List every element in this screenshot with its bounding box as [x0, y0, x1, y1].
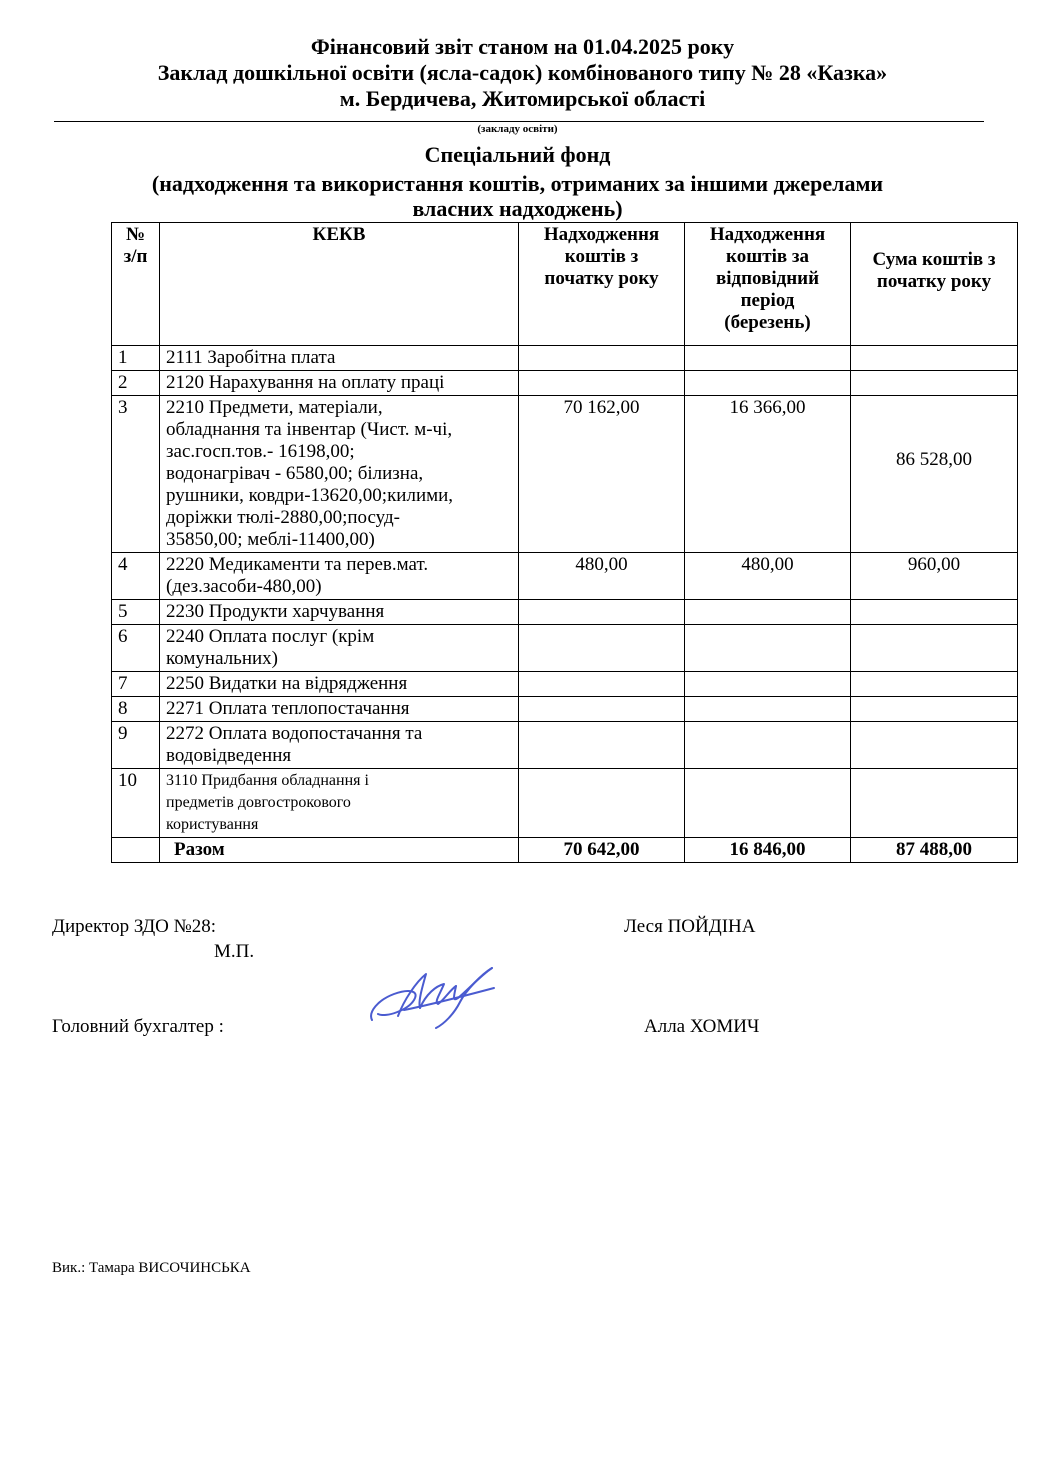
row-kekv: 2111 Заробітна плата: [160, 346, 519, 371]
row-income-period: [685, 722, 851, 769]
accountant-signature: [364, 960, 504, 1037]
row-kekv: [160, 722, 519, 769]
header-number-line-1: №: [125, 224, 146, 245]
row-sum-year: 86 528,00: [851, 396, 1018, 553]
row-income-year: [519, 625, 685, 672]
row-number: 6: [112, 625, 160, 672]
table-row: [112, 769, 1018, 838]
row-number: 7: [112, 672, 160, 697]
row-kekv: [160, 625, 519, 672]
header-underline: [54, 121, 984, 122]
row-sum-year: [851, 697, 1018, 722]
header-income-period-line-2: коштів за: [726, 246, 809, 267]
row-income-year: [519, 672, 685, 697]
row-number: 2: [112, 371, 160, 396]
total-label: Разом: [160, 838, 519, 863]
header-number: [112, 223, 160, 346]
row-number: 10: [112, 769, 160, 838]
kekv-line: водонагрівач - 6580,00; білизна,: [166, 463, 424, 484]
row-income-period: [685, 346, 851, 371]
row-sum-year: [851, 769, 1018, 838]
header-number-line-2: з/п: [123, 246, 148, 267]
row-sum-year: [851, 600, 1018, 625]
row-income-year: [519, 600, 685, 625]
table-row: [112, 553, 1018, 600]
row-income-period: [685, 769, 851, 838]
kekv-line: доріжки тюлі-2880,00;посуд-: [166, 507, 400, 528]
table-row: [112, 371, 1018, 396]
header-income-year-line-3: початку року: [544, 268, 659, 289]
director-label: Директор ЗДО №28:: [52, 916, 217, 937]
kekv-line: 3110 Придбання обладнання і: [166, 772, 369, 789]
header-sum-year-line-2: початку року: [876, 271, 992, 292]
row-number: 5: [112, 600, 160, 625]
row-income-period: 16 366,00: [685, 396, 851, 553]
fund-title: Спеціальний фонд: [424, 142, 611, 167]
header-income-period-line-4: період: [740, 290, 795, 311]
kekv-line: 2240 Оплата послуг (крім: [166, 626, 375, 647]
total-number: [112, 838, 160, 863]
row-income-period: 480,00: [685, 553, 851, 600]
row-income-period: [685, 600, 851, 625]
row-sum-year: [851, 346, 1018, 371]
row-kekv: 2120 Нарахування на оплату праці: [160, 371, 519, 396]
table-header-row: [112, 223, 1018, 346]
table-row: [112, 722, 1018, 769]
table-row: [112, 697, 1018, 722]
row-number: 8: [112, 697, 160, 722]
row-income-period: [685, 371, 851, 396]
header-income-period-line-3: відповідний: [715, 268, 820, 289]
row-sum-year: [851, 722, 1018, 769]
row-income-year: 480,00: [519, 553, 685, 600]
total-sum-year: 87 488,00: [851, 838, 1018, 863]
header-income-period-line-1: Надходження: [709, 224, 826, 245]
kekv-line: комунальних): [166, 648, 279, 669]
row-income-period: [685, 672, 851, 697]
row-sum-year: [851, 672, 1018, 697]
row-income-year: [519, 346, 685, 371]
row-kekv: [160, 553, 519, 600]
kekv-line: водовідведення: [166, 745, 292, 766]
kekv-line: (дез.засоби-480,00): [166, 576, 322, 597]
accountant-label: Головний бухгалтер :: [52, 1016, 224, 1037]
row-kekv: [160, 396, 519, 553]
row-income-year: 70 162,00: [519, 396, 685, 553]
row-income-year: [519, 371, 685, 396]
header-income-year-line-2: коштів з: [564, 246, 639, 267]
row-number: 3: [112, 396, 160, 553]
row-number: 4: [112, 553, 160, 600]
executor-label: Вик.: Тамара ВИСОЧИНСЬКА: [52, 1260, 251, 1276]
table-row: [112, 672, 1018, 697]
total-income-year: 70 642,00: [519, 838, 685, 863]
row-income-year: [519, 722, 685, 769]
institution-city: м. Бердичева, Житомирської області: [339, 86, 706, 111]
kekv-line: обладнання та інвентар (Чист. м-чі,: [166, 419, 453, 440]
row-sum-year: [851, 625, 1018, 672]
kekv-line: зас.госп.тов.- 16198,00;: [166, 441, 355, 462]
row-income-year: [519, 697, 685, 722]
table-row: [112, 346, 1018, 371]
row-kekv: 2250 Видатки на відрядження: [160, 672, 519, 697]
header-kekv: КЕКВ: [160, 223, 519, 346]
row-number: 1: [112, 346, 160, 371]
table-row: [112, 396, 1018, 553]
stamp-label: М.П.: [214, 941, 255, 962]
table-row: [112, 625, 1018, 672]
kekv-line: 2272 Оплата водопостачання та: [166, 723, 423, 744]
report-header: [0, 34, 1045, 112]
header-income-period-line-5: (березень): [724, 312, 811, 333]
row-kekv: 2230 Продукти харчування: [160, 600, 519, 625]
row-number: 9: [112, 722, 160, 769]
row-income-year: [519, 769, 685, 838]
total-income-period: 16 846,00: [685, 838, 851, 863]
row-sum-year: [851, 371, 1018, 396]
row-kekv: 2271 Оплата теплопостачання: [160, 697, 519, 722]
fund-description-2: власних надходжень): [412, 196, 623, 221]
row-sum-year: 960,00: [851, 553, 1018, 600]
kekv-line: рушники, ковдри-13620,00;килими,: [166, 485, 454, 506]
report-table: [111, 222, 1018, 863]
header-income-year: [519, 223, 685, 346]
header-income-period: [685, 223, 851, 346]
kekv-line: 35850,00; меблі-11400,00): [166, 529, 375, 550]
table-row: [112, 600, 1018, 625]
kekv-line: користування: [166, 816, 259, 833]
director-name: Леся ПОЙДІНА: [624, 916, 756, 937]
header-income-year-line-1: Надходження: [543, 224, 660, 245]
header-sum-year-line-1: Сума коштів з: [872, 249, 996, 270]
fund-description-1: (надходження та використання коштів, отриманих за іншими джерелами: [151, 171, 884, 196]
report-title: Фінансовий звіт станом на 01.04.2025 року: [310, 34, 735, 59]
row-income-period: [685, 625, 851, 672]
institution-name: Заклад дошкільної освіти (ясла-садок) комбінованого типу № 28 «Казка»: [157, 60, 888, 85]
institution-caption: (закладу освіти): [477, 123, 558, 135]
kekv-line: предметів довгострокового: [166, 794, 351, 811]
header-sum-year: [851, 223, 1018, 346]
accountant-name: Алла ХОМИЧ: [644, 1016, 760, 1037]
row-income-period: [685, 697, 851, 722]
total-row: [112, 838, 1018, 863]
kekv-line: 2210 Предмети, матеріали,: [166, 397, 383, 418]
row-kekv: [160, 769, 519, 838]
fund-titles: [0, 140, 1035, 223]
kekv-line: 2220 Медикаменти та перев.мат.: [166, 554, 429, 575]
